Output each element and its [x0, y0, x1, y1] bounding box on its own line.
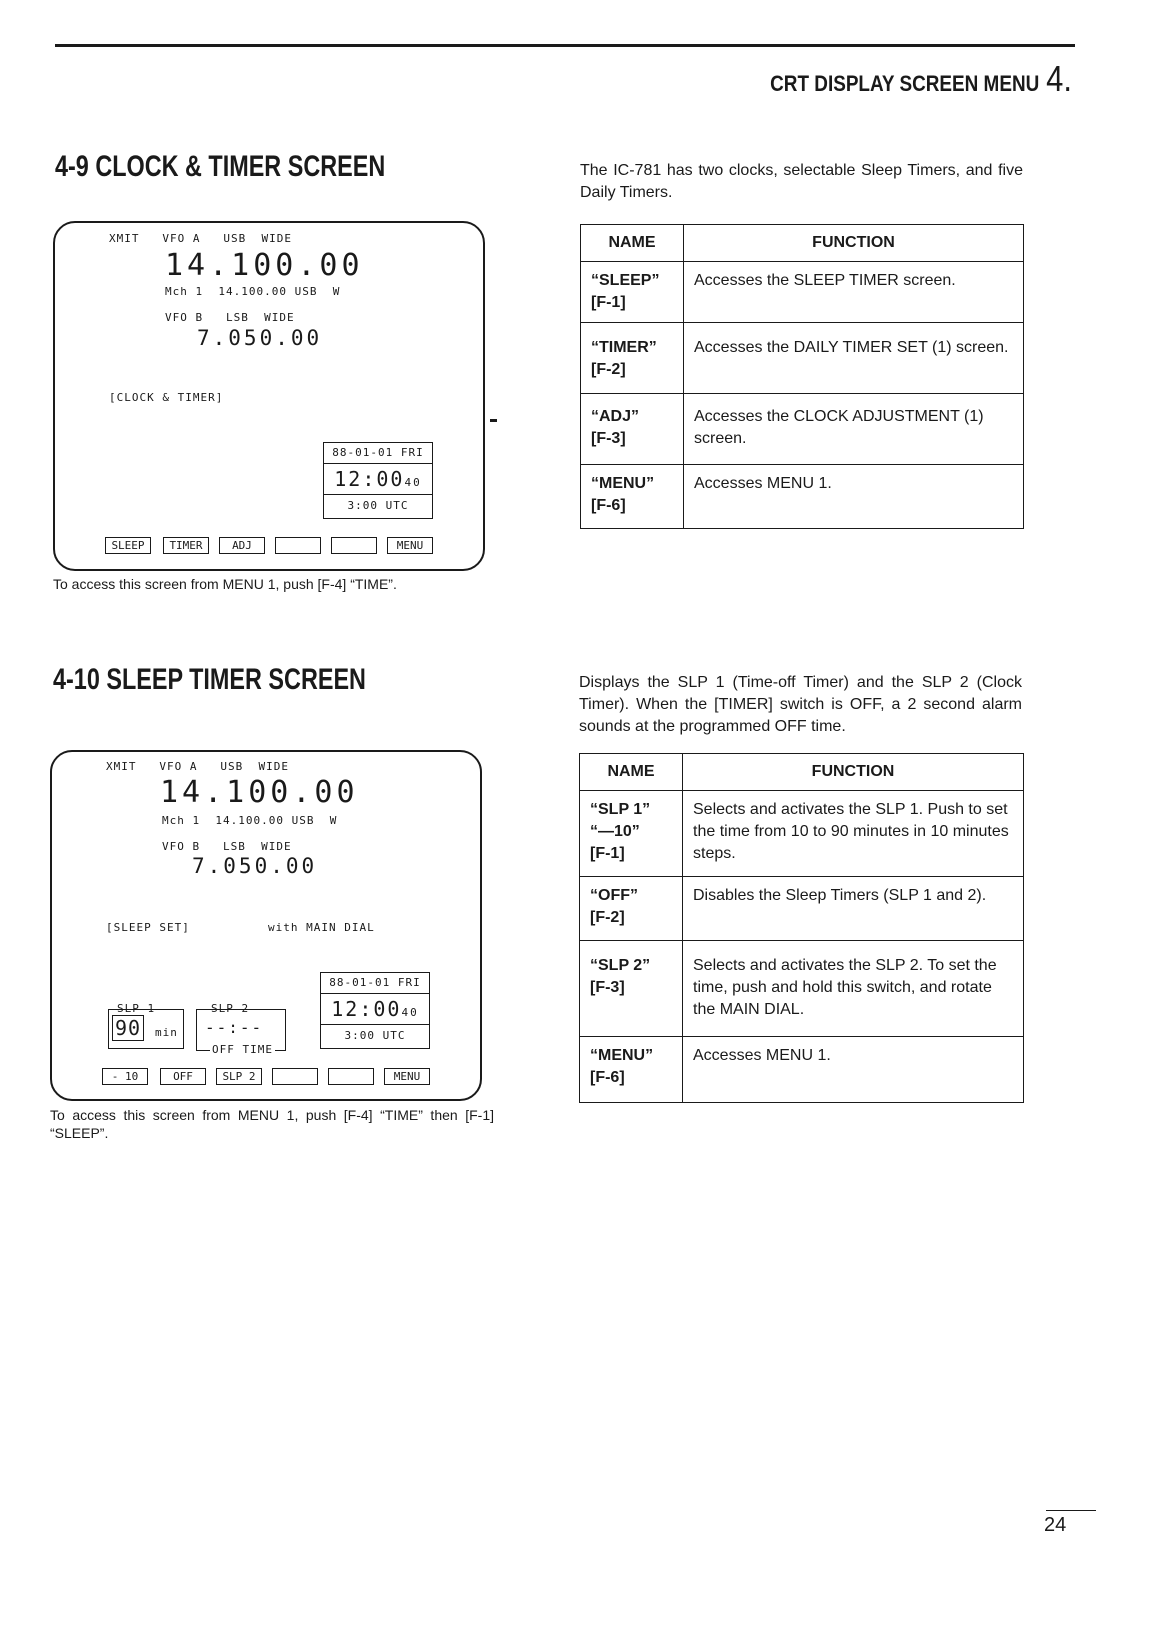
slp2-off-time-label: OFF TIME	[212, 1043, 273, 1056]
section2-caption: To access this screen from MENU 1, push [F-4] “TIME” then [F-1] “SLEEP”.	[50, 1107, 494, 1141]
screen-sub-frequency: 7.050.00	[197, 326, 323, 350]
section-title-sleep-timer: 4-10 SLEEP TIMER SCREEN	[53, 663, 366, 696]
key-f1-sleep[interactable]: SLEEP	[105, 537, 151, 554]
crt-screen-clock-timer	[53, 221, 485, 571]
clock-time: 12:0040	[321, 994, 429, 1025]
clock-utc: 3:00 UTC	[344, 1029, 406, 1042]
section-title-clock-timer: 4-9 CLOCK & TIMER SCREEN	[55, 150, 386, 183]
clock-timer-function-table	[580, 224, 1024, 529]
sleep-timer-function-table	[579, 753, 1024, 1103]
row-function: Accesses the SLEEP TIMER screen.	[684, 262, 1024, 323]
key-f4-blank[interactable]	[275, 537, 321, 554]
row-function: Accesses MENU 1.	[684, 465, 1024, 529]
screen-memory-channel: Mch 1 14.100.00 USB W	[162, 814, 338, 827]
row-name: “SLEEP” [F-1]	[581, 262, 684, 323]
row-name: “SLP 2” [F-3]	[580, 941, 683, 1037]
section1-intro: The IC-781 has two clocks, selectable Sleep Timers, and five Daily Timers.	[580, 162, 1023, 201]
slp1-value: 90	[112, 1015, 144, 1041]
row-function: Accesses MENU 1.	[683, 1037, 1024, 1103]
clock-date: 88-01-01 FRI	[324, 443, 432, 464]
screen-sub-frequency: 7.050.00	[192, 854, 318, 878]
slp1-frame	[108, 1009, 184, 1049]
screen-status-line: XMIT VFO A USB WIDE	[106, 760, 289, 773]
crt-screen-sleep-timer	[50, 750, 482, 1101]
table-row	[580, 877, 1024, 941]
row-name: “ADJ” [F-3]	[581, 394, 684, 465]
key-f1-minus-10[interactable]: - 10	[102, 1068, 148, 1085]
screen-main-frequency: 14.100.00	[165, 248, 364, 283]
section1-caption: To access this screen from MENU 1, push [F-4] “TIME”.	[53, 576, 397, 592]
screen-dial-note: with MAIN DIAL	[268, 921, 375, 934]
screen-vfo-b: VFO B LSB WIDE	[162, 840, 292, 853]
top-rule	[55, 44, 1075, 47]
screen-memory-channel: Mch 1 14.100.00 USB W	[165, 285, 341, 298]
clock-box	[320, 972, 430, 1049]
slp2-label: SLP 2	[208, 1002, 252, 1015]
row-function: Selects and activates the SLP 2. To set the time, push and hold this switch, and rotate the MAIN DIAL.	[683, 941, 1024, 1037]
chapter-header	[770, 58, 1072, 100]
table-row	[580, 941, 1024, 1037]
function-column-header: FUNCTION	[684, 225, 1024, 262]
table-row	[581, 262, 1024, 323]
screen-vfo-b: VFO B LSB WIDE	[165, 311, 295, 324]
key-f6-menu[interactable]: MENU	[384, 1068, 430, 1085]
name-column-header: NAME	[580, 754, 683, 791]
row-name: “OFF” [F-2]	[580, 877, 683, 941]
row-name: “SLP 1” “—10” [F-1]	[580, 791, 683, 877]
screen-main-frequency: 14.100.00	[160, 775, 359, 810]
key-f5-blank[interactable]	[328, 1068, 374, 1085]
chapter-number: 4.	[1046, 58, 1072, 99]
screen-mode-label: [SLEEP SET]	[106, 921, 190, 934]
table-row	[581, 394, 1024, 465]
section2-intro: Displays the SLP 1 (Time-off Timer) and the SLP 2 (Clock Timer). When the [TIMER] switch is OFF, a 2 second alarm sounds at the programmed OFF time.	[579, 674, 1022, 735]
row-function: Disables the Sleep Timers (SLP 1 and 2).	[683, 877, 1024, 941]
table-row	[580, 1037, 1024, 1103]
table-header-row	[581, 225, 1024, 262]
screen-status-line: XMIT VFO A USB WIDE	[109, 232, 292, 245]
table-row	[580, 791, 1024, 877]
clock-time: 12:0040	[324, 464, 432, 495]
row-function: Accesses the CLOCK ADJUSTMENT (1) screen.	[684, 394, 1024, 465]
row-name: “MENU” [F-6]	[580, 1037, 683, 1103]
table-header-row	[580, 754, 1024, 791]
margin-mark	[490, 419, 497, 422]
key-f3-slp2[interactable]: SLP 2	[216, 1068, 262, 1085]
function-column-header: FUNCTION	[683, 754, 1024, 791]
key-f5-blank[interactable]	[331, 537, 377, 554]
table-row	[581, 323, 1024, 394]
row-name: “MENU” [F-6]	[581, 465, 684, 529]
page-number: 24	[1044, 1514, 1067, 1536]
table-row	[581, 465, 1024, 529]
key-f3-adj[interactable]: ADJ	[219, 537, 265, 554]
name-column-header: NAME	[581, 225, 684, 262]
row-function: Accesses the DAILY TIMER SET (1) screen.	[684, 323, 1024, 394]
row-name: “TIMER” [F-2]	[581, 323, 684, 394]
clock-utc: 3:00 UTC	[347, 499, 409, 512]
clock-date: 88-01-01 FRI	[321, 973, 429, 994]
row-function: Selects and activates the SLP 1. Push to set the time from 10 to 90 minutes in 10 minutes steps.	[683, 791, 1024, 877]
slp1-unit: min	[155, 1026, 178, 1039]
chapter-title: CRT DISPLAY SCREEN MENU	[770, 71, 1040, 96]
key-f2-timer[interactable]: TIMER	[163, 537, 209, 554]
screen-mode-label: [CLOCK & TIMER]	[109, 391, 224, 404]
key-f4-blank[interactable]	[272, 1068, 318, 1085]
slp1-label: SLP 1	[114, 1002, 158, 1015]
page-number-rule	[1046, 1510, 1096, 1511]
slp2-value: --:--	[205, 1018, 264, 1037]
key-f6-menu[interactable]: MENU	[387, 537, 433, 554]
clock-box	[323, 442, 433, 519]
key-f2-off[interactable]: OFF	[160, 1068, 206, 1085]
